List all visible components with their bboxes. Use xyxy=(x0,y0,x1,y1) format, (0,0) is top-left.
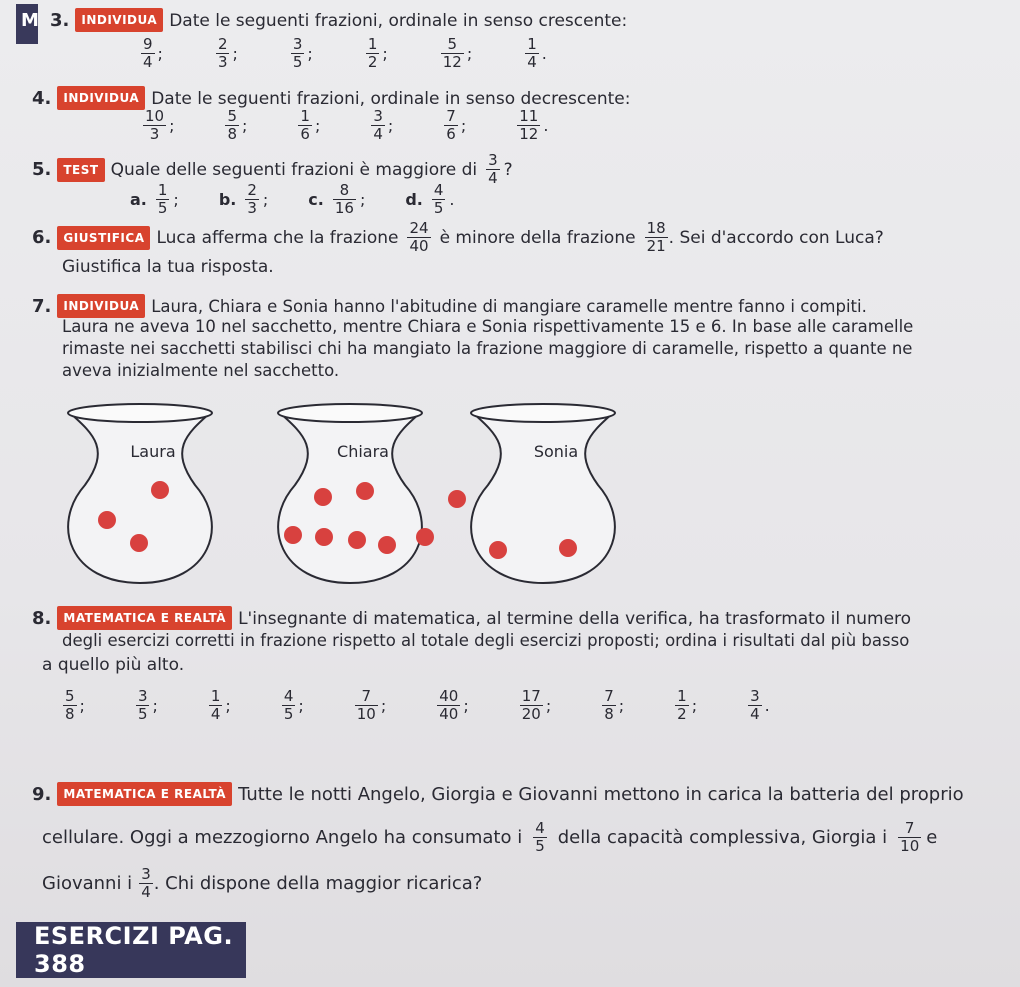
fraction: $\frac{7}{8}$ xyxy=(604,687,614,723)
fraction-item: $\frac{17}{20}$ ; xyxy=(521,687,552,723)
candy xyxy=(448,490,466,508)
fraction-item: $\frac{5}{12}$ ; xyxy=(442,35,473,71)
candy xyxy=(489,541,507,559)
exercise-4: 4. INDIVIDUA Date le seguenti frazioni, ordinale in senso decrescente: xyxy=(32,88,631,109)
candy xyxy=(559,539,577,557)
exercise-7-line4: aveva inizialmente nel sacchetto. xyxy=(62,361,340,380)
exercise-5: 5. TEST Quale delle seguenti frazioni è maggiore di $\frac{3}{4}$ ? xyxy=(32,151,513,187)
fraction-item: $\frac{7}{10}$ ; xyxy=(356,687,387,723)
fraction-item: $\frac{2}{3}$ ; xyxy=(217,35,238,71)
exercise-7-line2: Laura ne aveva 10 nel sacchetto, mentre Chiara e Sonia rispettivamente 15 e 6. In base alle caramelle xyxy=(62,317,914,336)
fraction: $\frac{7}{6}$ xyxy=(446,107,456,143)
jar-label: Sonia xyxy=(533,442,579,461)
fraction: $\frac{3}{5}$ xyxy=(137,687,148,723)
fraction-item: $\frac{1}{6}$ ; xyxy=(300,107,321,143)
exercise-6-line2: Giustifica la tua risposta. xyxy=(62,257,274,277)
candy xyxy=(98,511,116,529)
fraction-item: $\frac{5}{8}$ ; xyxy=(65,687,85,723)
option-c: c. $\frac{8}{16}$ ; xyxy=(308,181,366,217)
footer-exercises-page: ESERCIZI PAG. 388 xyxy=(16,922,246,978)
fraction: $\frac{9}{4}$ xyxy=(143,35,153,71)
candy xyxy=(284,526,302,544)
jar-chiara xyxy=(278,404,466,583)
fraction-item: $\frac{4}{5}$ ; xyxy=(283,687,304,723)
exercise-8: 8. MATEMATICA E REALTÀ L'insegnante di matematica, al termine della verifica, ha trasformato il numero xyxy=(32,608,912,629)
fraction: $\frac{4}{5}$ xyxy=(433,181,444,217)
candy xyxy=(378,536,396,554)
exercise-8-line2: degli esercizi corretti in frazione rispetto al totale degli esercizi proposti; ordina i risultati dal più basso xyxy=(62,631,910,650)
candy xyxy=(151,481,169,499)
fraction: $\frac{17}{20}$ xyxy=(521,687,541,723)
candy xyxy=(315,528,333,546)
exercise-7-line3: rimaste nei sacchetti stabilisci chi ha mangiato la frazione maggiore di caramelle, rispetto a quante ne xyxy=(62,339,913,358)
fraction-item: $\frac{1}{2}$ ; xyxy=(367,35,388,71)
fraction-item: $\frac{1}{4}$ ; xyxy=(210,687,231,723)
fraction: $\frac{1}{5}$ xyxy=(157,181,168,217)
candy xyxy=(314,488,332,506)
exercise-9: 9. MATEMATICA E REALTÀ Tutte le notti Angelo, Giorgia e Giovanni mettono in carica la batteria del proprio xyxy=(32,784,964,805)
exercise-7: 7. INDIVIDUA Laura, Chiara e Sonia hanno l'abitudine di mangiare caramelle mentre fanno i compiti. xyxy=(32,296,867,317)
jar-laura xyxy=(68,404,212,583)
fraction-item: $\frac{1}{2}$ ; xyxy=(677,687,698,723)
candy xyxy=(348,531,366,549)
option-a: a. $\frac{1}{5}$ ; xyxy=(130,181,179,217)
badge-individua: INDIVIDUA xyxy=(75,8,163,32)
fraction: $\frac{4}{5}$ xyxy=(283,687,294,723)
fraction: $\frac{1}{2}$ xyxy=(367,35,378,71)
candy-jars-illustration xyxy=(0,395,700,595)
exercise-9-line3: Giovanni i $\frac{3}{4}$ . Chi dispone della maggior ricarica? xyxy=(42,865,483,901)
exercise-8-line3: a quello più alto. xyxy=(42,655,185,675)
side-marker: M xyxy=(16,4,38,44)
fraction-item: $\frac{11}{12}$ . xyxy=(519,107,549,143)
fraction-item: $\frac{9}{4}$ ; xyxy=(143,35,163,71)
fraction-list-4 xyxy=(142,108,598,143)
fraction: $\frac{3}{4}$ xyxy=(750,687,760,723)
fraction: $\frac{3}{4}$ xyxy=(373,107,383,143)
fraction: $\frac{1}{4}$ xyxy=(210,687,221,723)
exercise-3: 3. INDIVIDUA Date le seguenti frazioni, ordinale in senso crescente: xyxy=(50,10,628,31)
candy xyxy=(416,528,434,546)
jar-sonia xyxy=(471,404,615,583)
fraction: $\frac{1}{6}$ xyxy=(300,107,310,143)
fraction-item: $\frac{3}{5}$ ; xyxy=(137,687,158,723)
fraction-item: $\frac{7}{6}$ ; xyxy=(446,107,467,143)
jar-label: Chiara xyxy=(337,442,389,461)
fraction: $\frac{3}{5}$ xyxy=(292,35,303,71)
fraction: $\frac{5}{8}$ xyxy=(65,687,75,723)
fraction: $\frac{5}{12}$ xyxy=(442,35,462,71)
fraction: $\frac{40}{40}$ xyxy=(439,687,459,723)
fraction: $\frac{5}{8}$ xyxy=(227,107,238,143)
fraction: $\frac{2}{3}$ xyxy=(217,35,228,71)
options-5 xyxy=(130,182,495,217)
fraction-item: $\frac{40}{40}$ ; xyxy=(439,687,469,723)
exercise-9-line2: cellulare. Oggi a mezzogiorno Angelo ha consumato i $\frac{4}{5}$ della capacità complessiva, Giorgia i $\frac{7}{10}$ e xyxy=(42,819,938,855)
option-d: d. $\frac{4}{5}$ . xyxy=(405,181,455,217)
fraction-item: $\frac{5}{8}$ ; xyxy=(227,107,248,143)
fraction-item: $\frac{3}{5}$ ; xyxy=(292,35,313,71)
fraction-item: $\frac{3}{4}$ . xyxy=(750,687,770,723)
exercise-6: 6. GIUSTIFICA Luca afferma che la frazione $\frac{24}{40}$ è minore della frazione $\frac{18}{21}$ . Sei d'accordo con Luca? xyxy=(32,219,884,255)
fraction: $\frac{11}{12}$ xyxy=(519,107,539,143)
fraction-list-3 xyxy=(140,36,599,71)
jar-label: Laura xyxy=(130,442,176,461)
fraction: $\frac{7}{10}$ xyxy=(356,687,376,723)
fraction-item: $\frac{10}{3}$ ; xyxy=(145,107,175,143)
fraction-item: $\frac{1}{4}$ . xyxy=(527,35,547,71)
fraction-list-8 xyxy=(62,688,820,723)
option-b: b. $\frac{2}{3}$ ; xyxy=(218,181,269,217)
fraction: $\frac{10}{3}$ xyxy=(145,107,165,143)
fraction: $\frac{1}{4}$ xyxy=(527,35,537,71)
fraction: $\frac{8}{16}$ xyxy=(334,181,354,217)
fraction: $\frac{2}{3}$ xyxy=(247,181,257,217)
fraction: $\frac{1}{2}$ xyxy=(677,687,687,723)
candy xyxy=(356,482,374,500)
fraction-item: $\frac{3}{4}$ ; xyxy=(373,107,394,143)
candy xyxy=(130,534,148,552)
fraction-item: $\frac{7}{8}$ ; xyxy=(604,687,625,723)
